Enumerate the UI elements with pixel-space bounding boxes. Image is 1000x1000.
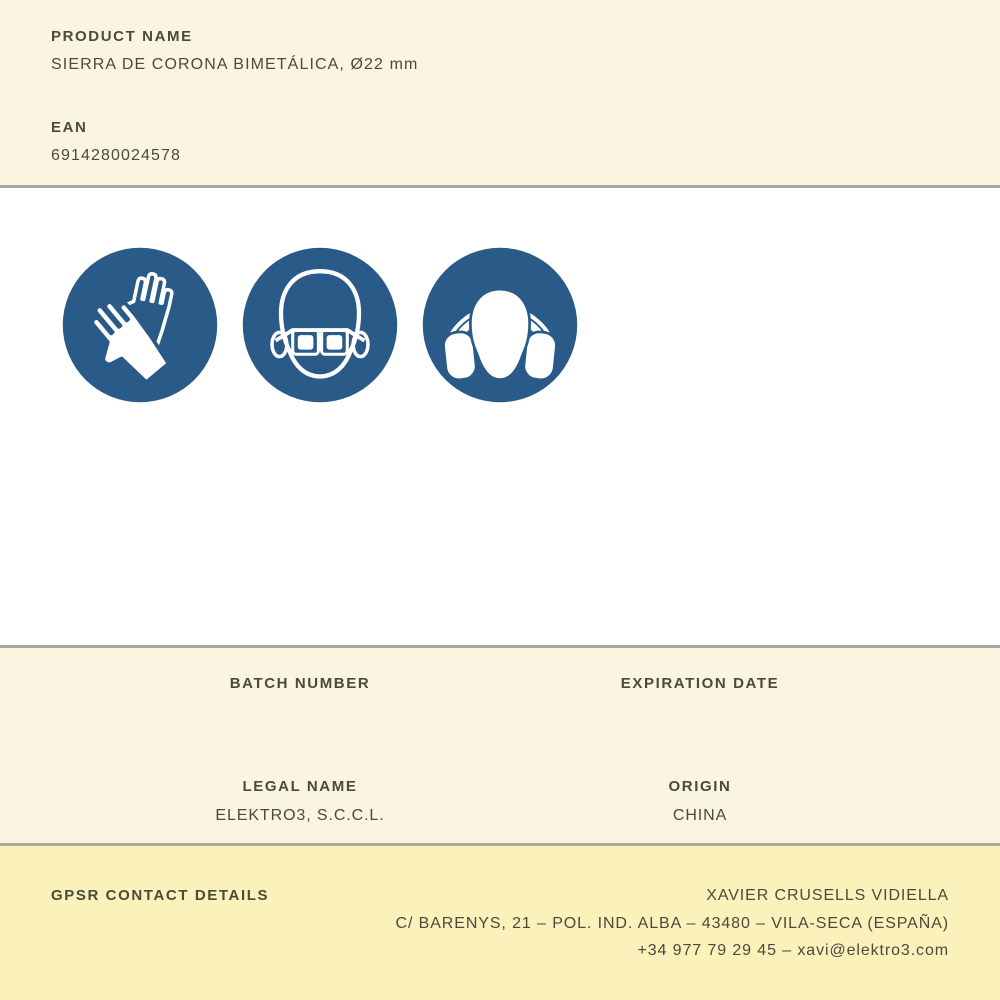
product-name-label: PRODUCT NAME [51, 28, 193, 45]
batch-number-label: BATCH NUMBER [229, 675, 371, 692]
legal-name-label: LEGAL NAME [242, 777, 358, 795]
safety-icons-section [0, 188, 1000, 645]
product-info-section [0, 0, 1000, 185]
wear-ear-protection-icon [422, 247, 578, 403]
gpsr-contact-block [396, 882, 950, 965]
expiration-date-group [621, 674, 779, 741]
legal-name-group [215, 777, 384, 844]
ean-value: 6914280024578 [51, 147, 181, 164]
ean-group [51, 118, 949, 167]
ean-label: EAN [51, 119, 88, 136]
origin-label: ORIGIN [668, 777, 732, 795]
gpsr-contact-address: C/ BARENYS, 21 – POL. IND. ALBA – 43480 – VILA-SECA (ESPAÑA) [395, 914, 949, 932]
wear-ear-protection-pictogram [422, 247, 578, 403]
gpsr-contact-details-label: GPSR CONTACT DETAILS [51, 887, 270, 904]
wear-eye-protection-pictogram [242, 247, 398, 403]
product-name-group [51, 27, 949, 76]
expiration-date-value [621, 702, 779, 724]
product-name-value: SIERRA DE CORONA BIMETÁLICA, Ø22 mm [51, 56, 419, 73]
wear-eye-protection-icon [242, 247, 398, 403]
gpsr-section [0, 846, 1000, 1000]
expiration-date-label: EXPIRATION DATE [620, 675, 780, 692]
origin-group [669, 777, 732, 844]
wear-gloves-pictogram [62, 247, 218, 403]
gpsr-contact-name: XAVIER CRUSELLS VIDIELLA [706, 887, 949, 904]
origin-value: CHINA [672, 806, 728, 824]
wear-gloves-icon [62, 247, 218, 403]
batch-number-group [230, 674, 371, 741]
batch-number-value [230, 702, 371, 724]
legal-name-value: ELEKTRO3, S.C.C.L. [215, 806, 385, 824]
gpsr-contact-phone-email: +34 977 79 29 45 – xavi@elektro3.com [637, 942, 949, 959]
traceability-section [0, 648, 1000, 843]
